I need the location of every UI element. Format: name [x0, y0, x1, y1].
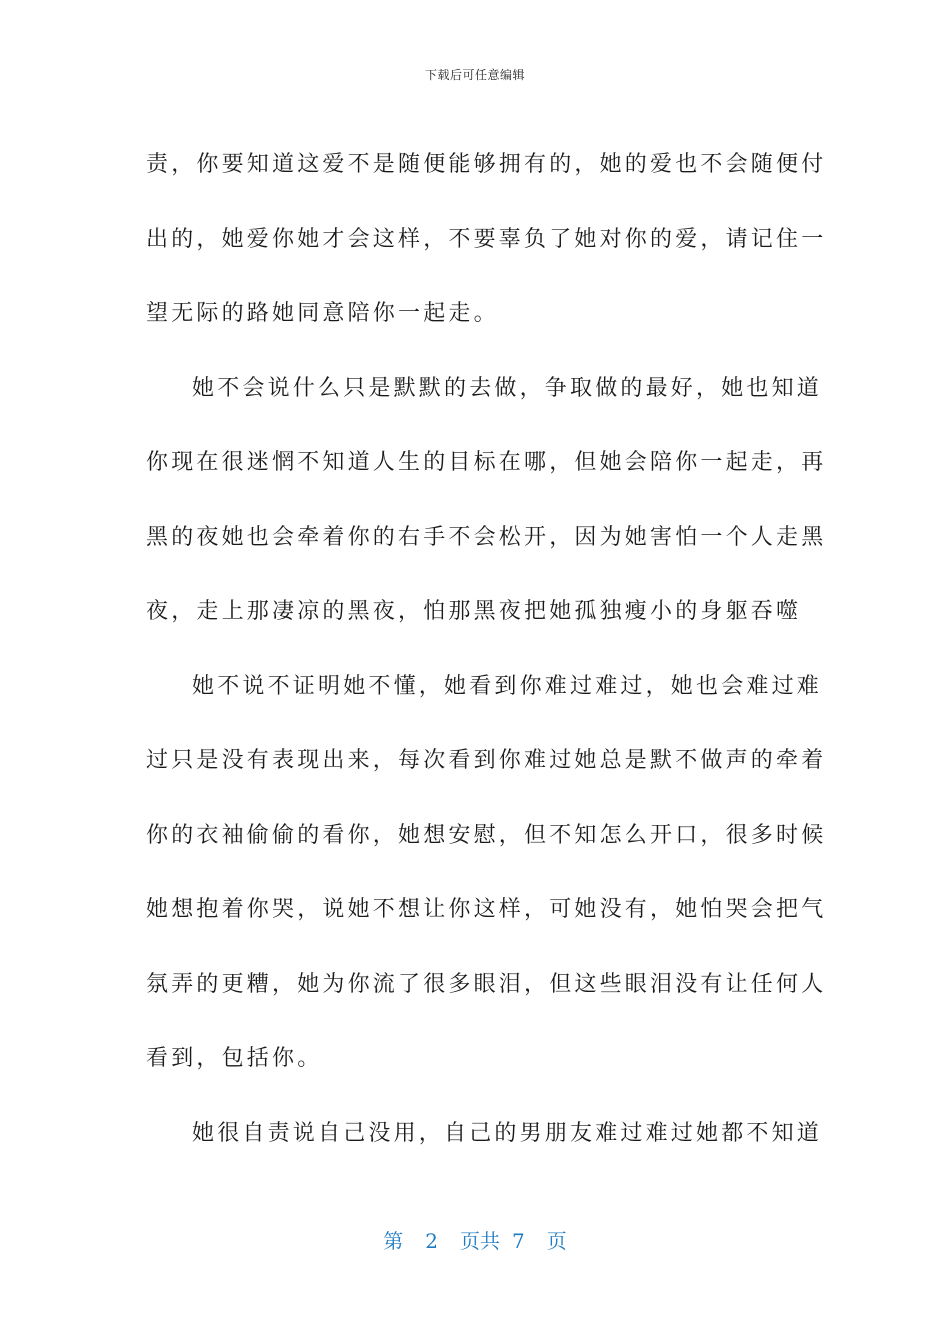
text-line: 夜，走上那凄凉的黑夜，怕那黑夜把她孤独瘦小的身躯吞噬 — [146, 599, 802, 624]
text-line: 氛弄的更糟，她为你流了很多眼泪，但这些眼泪没有让任何人 — [146, 971, 827, 997]
text-line: 责，你要知道这爱不是随便能够拥有的，她的爱也不会随便付 — [146, 152, 827, 177]
text-line: 出的，她爱你她才会这样，不要辜负了她对你的爱，请记住一 — [146, 226, 827, 252]
text-line: 她不会说什么只是默默的去做，争取做的最好，她也知道 — [192, 375, 823, 401]
text-line: 你现在很迷惘不知道人生的目标在哪，但她会陪你一起走，再 — [146, 450, 827, 475]
text-line: 看到，包括你。 — [146, 1046, 323, 1071]
footer-prefix: 第 — [383, 1229, 404, 1253]
footer-current-page: 2 — [425, 1229, 438, 1253]
text-line: 她想抱着你哭，说她不想让你这样，可她没有，她怕哭会把气 — [146, 897, 827, 922]
text-line: 望无际的路她同意陪你一起走。 — [146, 301, 499, 326]
text-line: 你的衣袖偷偷的看你，她想安慰，但不知怎么开口，很多时候 — [146, 822, 827, 848]
text-line: 黑的夜她也会牵着你的右手不会松开，因为她害怕一个人走黑 — [146, 524, 827, 550]
header-note: 下载后可任意编辑 — [424, 68, 525, 82]
page-footer — [0, 1225, 950, 1254]
text-line: 过只是没有表现出来，每次看到你难过她总是默不做声的牵着 — [146, 748, 827, 773]
footer-middle: 页共 — [460, 1229, 500, 1253]
body-text — [146, 128, 827, 1171]
text-line: 她不说不证明她不懂，她看到你难过难过，她也会难过难 — [192, 673, 823, 699]
footer-suffix: 页 — [546, 1229, 567, 1253]
text-line: 她很自责说自己没用，自己的男朋友难过难过她都不知道 — [192, 1120, 823, 1146]
footer-total-pages: 7 — [512, 1229, 525, 1253]
